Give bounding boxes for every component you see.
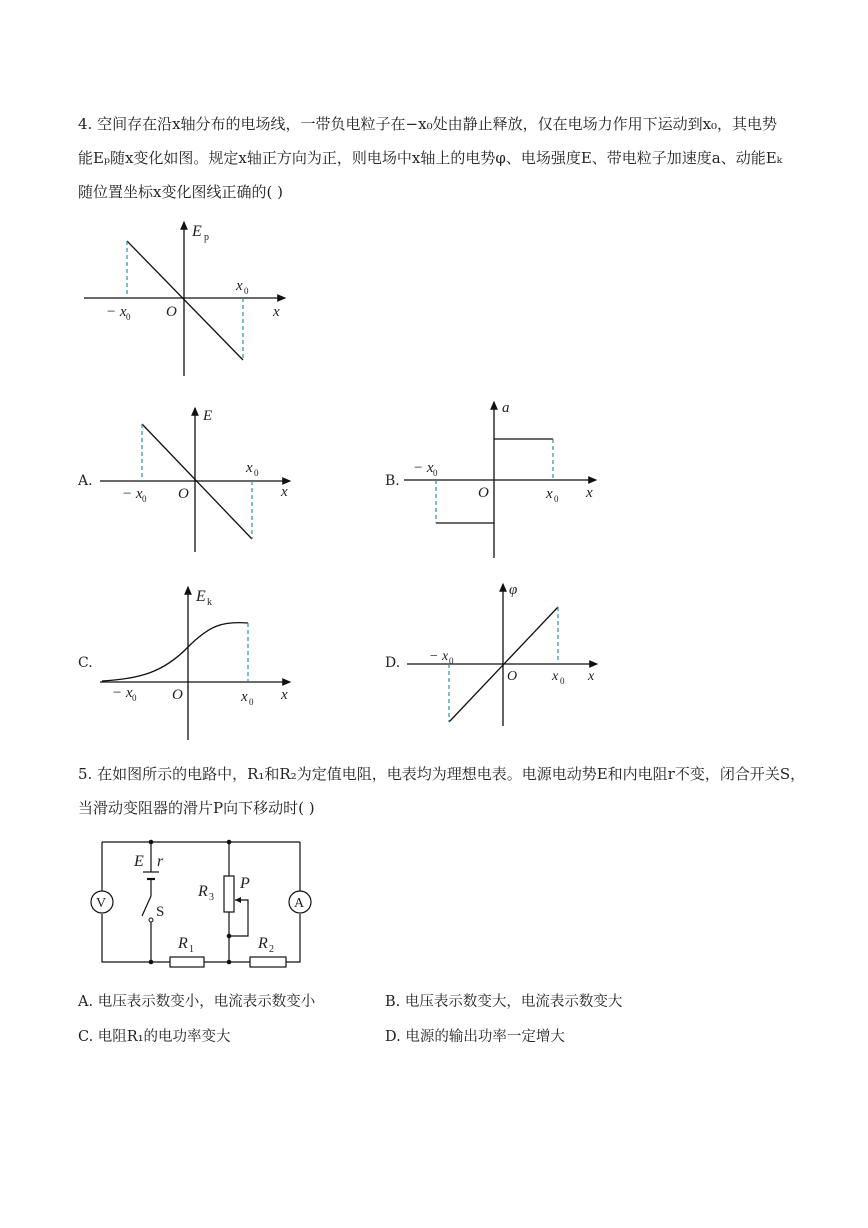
junction-dot: [227, 840, 232, 845]
option-b-label: B.: [385, 473, 400, 489]
origin-label: O: [478, 485, 489, 501]
svg-text:0: 0: [142, 494, 147, 504]
r3-resistor: [224, 876, 234, 912]
internal-resistance-label: r: [157, 853, 164, 870]
r2-resistor: [250, 957, 286, 967]
svg-text:0: 0: [249, 697, 254, 707]
svg-text:k: k: [207, 597, 212, 608]
svg-text:0: 0: [132, 693, 137, 703]
svg-text:2: 2: [269, 944, 274, 955]
x-label: x: [281, 484, 288, 500]
ep-line: [127, 241, 243, 360]
r1-resistor: [170, 957, 204, 967]
ep-graph: [80, 218, 300, 383]
junction-dot: [227, 934, 232, 939]
svg-text:p: p: [204, 232, 209, 243]
r1-label: R: [178, 935, 188, 952]
xneg-label: − x: [106, 304, 127, 320]
svg-text:0: 0: [554, 494, 559, 504]
y-label: φ: [509, 582, 518, 598]
origin-label: O: [507, 669, 518, 684]
origin-label: O: [172, 687, 183, 703]
svg-text:0: 0: [449, 656, 454, 666]
q5-option-d[interactable]: D. 电源的输出功率一定增大: [385, 1029, 565, 1045]
slider-label: P: [240, 875, 250, 892]
xneg-label: − x: [122, 486, 143, 502]
option-a-graph[interactable]: [98, 404, 298, 554]
voltmeter-label: V: [96, 896, 107, 911]
emf-label: E: [134, 853, 144, 870]
circuit-diagram: [88, 836, 318, 976]
y-label: E: [192, 223, 202, 240]
x-label: x: [281, 687, 288, 703]
svg-text:0: 0: [560, 676, 565, 686]
origin-label: O: [178, 486, 189, 502]
q4-line-1: 4. 空间存在沿x轴分布的电场线，一带负电粒子在−x₀处由静止释放，仅在电场力作用下运动到x₀，其电势: [78, 115, 778, 133]
slider-wire: [229, 900, 248, 936]
switch-label: S: [156, 904, 165, 920]
r3-label: R: [198, 883, 208, 900]
q5-line-1: 5. 在如图所示的电路中，R₁和R₂为定值电阻，电表均为理想电表。电源电动势E和内电阻r不变，闭合开关S，: [78, 765, 806, 783]
r2-label: R: [258, 935, 268, 952]
switch-blade: [142, 896, 151, 916]
q5-option-c[interactable]: C. 电阻R₁的电功率变大: [78, 1029, 231, 1045]
y-label: a: [502, 400, 510, 416]
svg-text:3: 3: [209, 892, 214, 903]
svg-text:0: 0: [433, 468, 438, 478]
xpos-label: x: [246, 460, 253, 476]
x-label: x: [586, 485, 593, 501]
ek-curve: [102, 623, 248, 681]
q5-line-2: 当滑动变阻器的滑片P向下移动时( ): [78, 799, 315, 817]
xneg-label: − x: [413, 460, 434, 476]
xneg-label: − x: [429, 649, 449, 664]
option-c-label: C.: [78, 655, 93, 671]
svg-text:0: 0: [126, 312, 131, 322]
option-a-label: A.: [78, 473, 93, 489]
left-wire-bottom: [102, 914, 170, 962]
xneg-label: − x: [112, 685, 133, 701]
slider-arrow-icon: [235, 897, 241, 903]
q4-line-3: 随位置坐标x变化图线正确的( ): [78, 183, 283, 201]
xpos-label: x: [236, 278, 243, 294]
option-b-graph[interactable]: [400, 398, 610, 563]
svg-text:0: 0: [244, 286, 249, 296]
option-c-graph[interactable]: [98, 583, 298, 743]
xpos-label: x: [552, 669, 559, 684]
ammeter-label: A: [294, 896, 305, 911]
svg-text:1: 1: [189, 944, 194, 955]
xpos-label: x: [241, 689, 248, 705]
y-label: E: [203, 408, 213, 424]
q4-line-2: 能Eₚ随x变化如图。规定x轴正方向为正，则电场中x轴上的电势φ、电场强度E、带电粒子加速度a、动能Eₖ: [78, 149, 783, 167]
right-wire-bottom: [286, 914, 300, 962]
junction-dot: [227, 960, 232, 965]
x-label: x: [588, 669, 595, 684]
q5-option-a[interactable]: A. 电压表示数变小，电流表示数变小: [78, 994, 316, 1010]
x-label: x: [273, 304, 280, 320]
junction-dot: [149, 840, 154, 845]
junction-dot: [149, 960, 154, 965]
option-d-graph[interactable]: [405, 580, 605, 730]
switch-contact: [149, 918, 153, 922]
xpos-label: x: [546, 486, 553, 502]
option-d-label: D.: [385, 655, 401, 671]
origin-label: O: [166, 304, 177, 320]
y-label: E: [196, 588, 206, 605]
q5-option-b[interactable]: B. 电压表示数变大，电流表示数变大: [385, 994, 623, 1010]
svg-text:0: 0: [254, 468, 259, 478]
